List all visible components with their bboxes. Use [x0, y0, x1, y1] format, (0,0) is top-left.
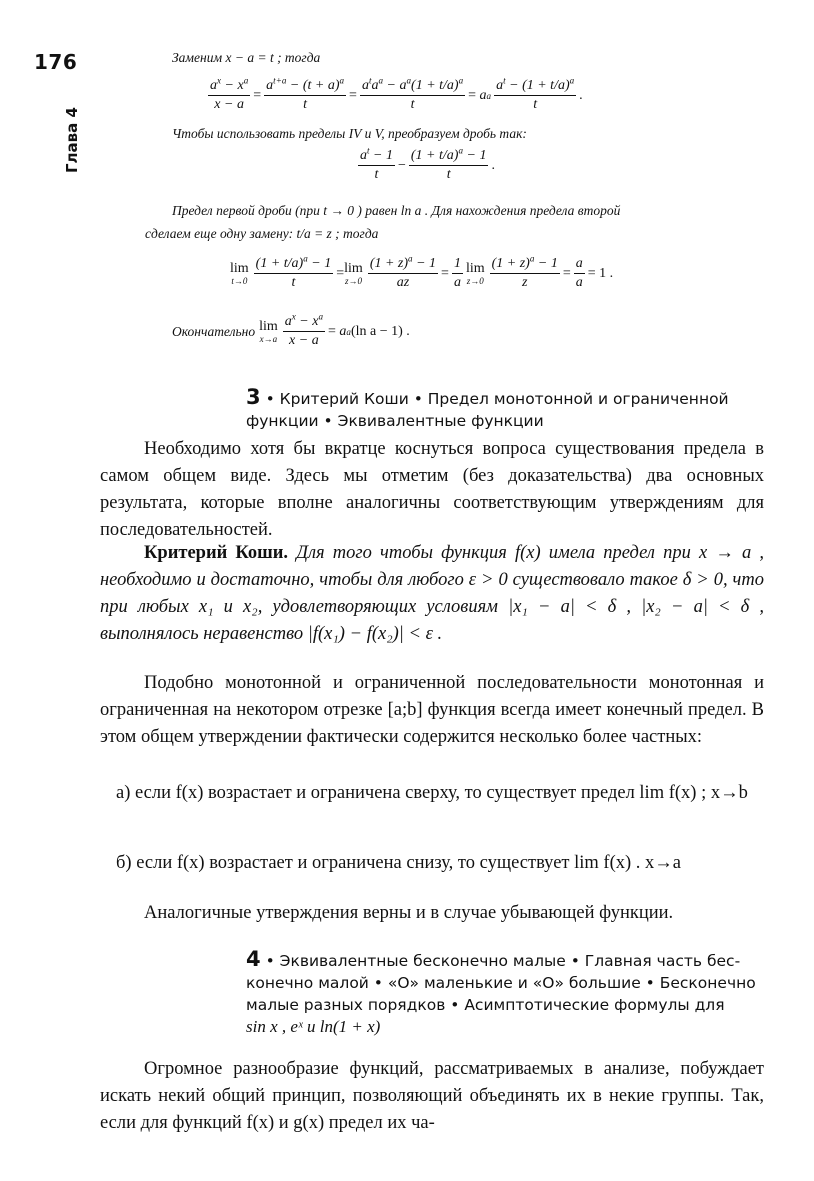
first-limit-text-1: Предел первой дроби (при t → 0 ) равен ln a . Для нахождения предела второй — [172, 203, 621, 218]
section-4-title-4: sin x , eˣ и ln(1 + x) — [246, 1017, 381, 1036]
cauchy-text: Для того чтобы функция f(x) имела предел при x → a , необходимо и достаточно, чтобы для любого ε > 0 существовало такое δ > 0, что при любых x₁ и x₂, удовлетворяющих условиям |x₁ − a| < δ , |x₂ − a| < δ , выполнялось неравенство |f(x₁) − f(x₂)| < ε . — [100, 543, 765, 644]
monotone-paragraph: Подобно монотонной и ограниченной последовательности монотонная и ограниченная на некотором отрезке [a;b] функция всегда имеет конечный предел. В этом общем утверждении фактически содержится несколько более частных: — [100, 673, 764, 747]
section-4-number: 4 — [246, 947, 261, 971]
page-number: 176 — [34, 50, 78, 74]
cauchy-label: Критерий Коши. — [144, 543, 289, 563]
final-result: Окончательно lim x→a $\frac{a^x - x^a}{x - a}$ = a a (ln a − 1) . — [172, 311, 410, 349]
formula-limit-chain: lim t→0 $\frac{(1 + t/a)^a - 1}{t}$ = lim z→0 $\frac{(1 + z)^a - 1}{az}$ = $\frac{1}{a}$ lim z→0 $\frac{(1 + z)^a - 1}{z}$ = $\frac{a}{a}$ = 1 . — [230, 253, 614, 291]
section-4-title-3: малые разных порядков • Асимптотические формулы для — [246, 996, 725, 1014]
section-4-title-2: конечно малой • «O» маленькие и «O» большие • Бесконечно — [246, 974, 756, 992]
item-a: а) если f(x) возрастает и ограничена сверху, то существует предел lim f(x) ; x→b — [116, 783, 748, 803]
formula-split: $\frac{a^t - 1}{t}$ − $\frac{(1 + t/a)^a - 1}{t}$ . — [360, 145, 495, 183]
section-3-intro: Необходимо хотя бы вкратце коснуться вопроса существования предела в самом общем виде. Здесь мы отметим (без доказательства) два основных результата, которые вполне аналогичны соответствующим утверждениям для последовательностей. — [100, 439, 764, 540]
chapter-label: Глава 4 — [63, 107, 81, 173]
section-4-title-1: • Эквивалентные бесконечно малые • Главная часть бес- — [265, 952, 741, 970]
cauchy-criterion — [100, 540, 764, 648]
item-b: б) если f(x) возрастает и ограничена снизу, то существует lim f(x) . x→a — [116, 853, 681, 873]
section-3-heading — [246, 386, 729, 432]
section-4-intro: Огромное разнообразие функций, рассматриваемых в анализе, побуждает искать некий общий принцип, позволяющий объединять их в некие группы. Так, если для функций f(x) и g(x) предел их ча- — [100, 1059, 764, 1133]
section-3-title-1: • Критерий Коши • Предел монотонной и ограниченной — [265, 390, 729, 408]
formula-transform: $\frac{a^x - x^a}{x - a}$ = $\frac{a^{t+a} - (t + a)^a}{t}$ = $\frac{a^ta^a - a^a(1 + t/a)^a}{t}$ = a a $\frac{a^t - (1 + t/a)^a}{t}$ . — [210, 75, 583, 113]
final-label: Окончательно — [172, 323, 256, 339]
section-3-title-2: функции • Эквивалентные функции — [246, 412, 544, 430]
replace-line: Заменим x − a = t ; тогда — [172, 50, 321, 65]
section-4-heading — [246, 948, 766, 1038]
section-3-number: 3 — [246, 385, 261, 409]
transform-intro: Чтобы использовать пределы IV и V, преобразуем дробь так: — [172, 126, 527, 141]
analog-statement: Аналогичные утверждения верны и в случае убывающей функции. — [144, 903, 674, 923]
first-limit-text-2: сделаем еще одну замену: t/a = z ; тогда — [145, 226, 379, 241]
